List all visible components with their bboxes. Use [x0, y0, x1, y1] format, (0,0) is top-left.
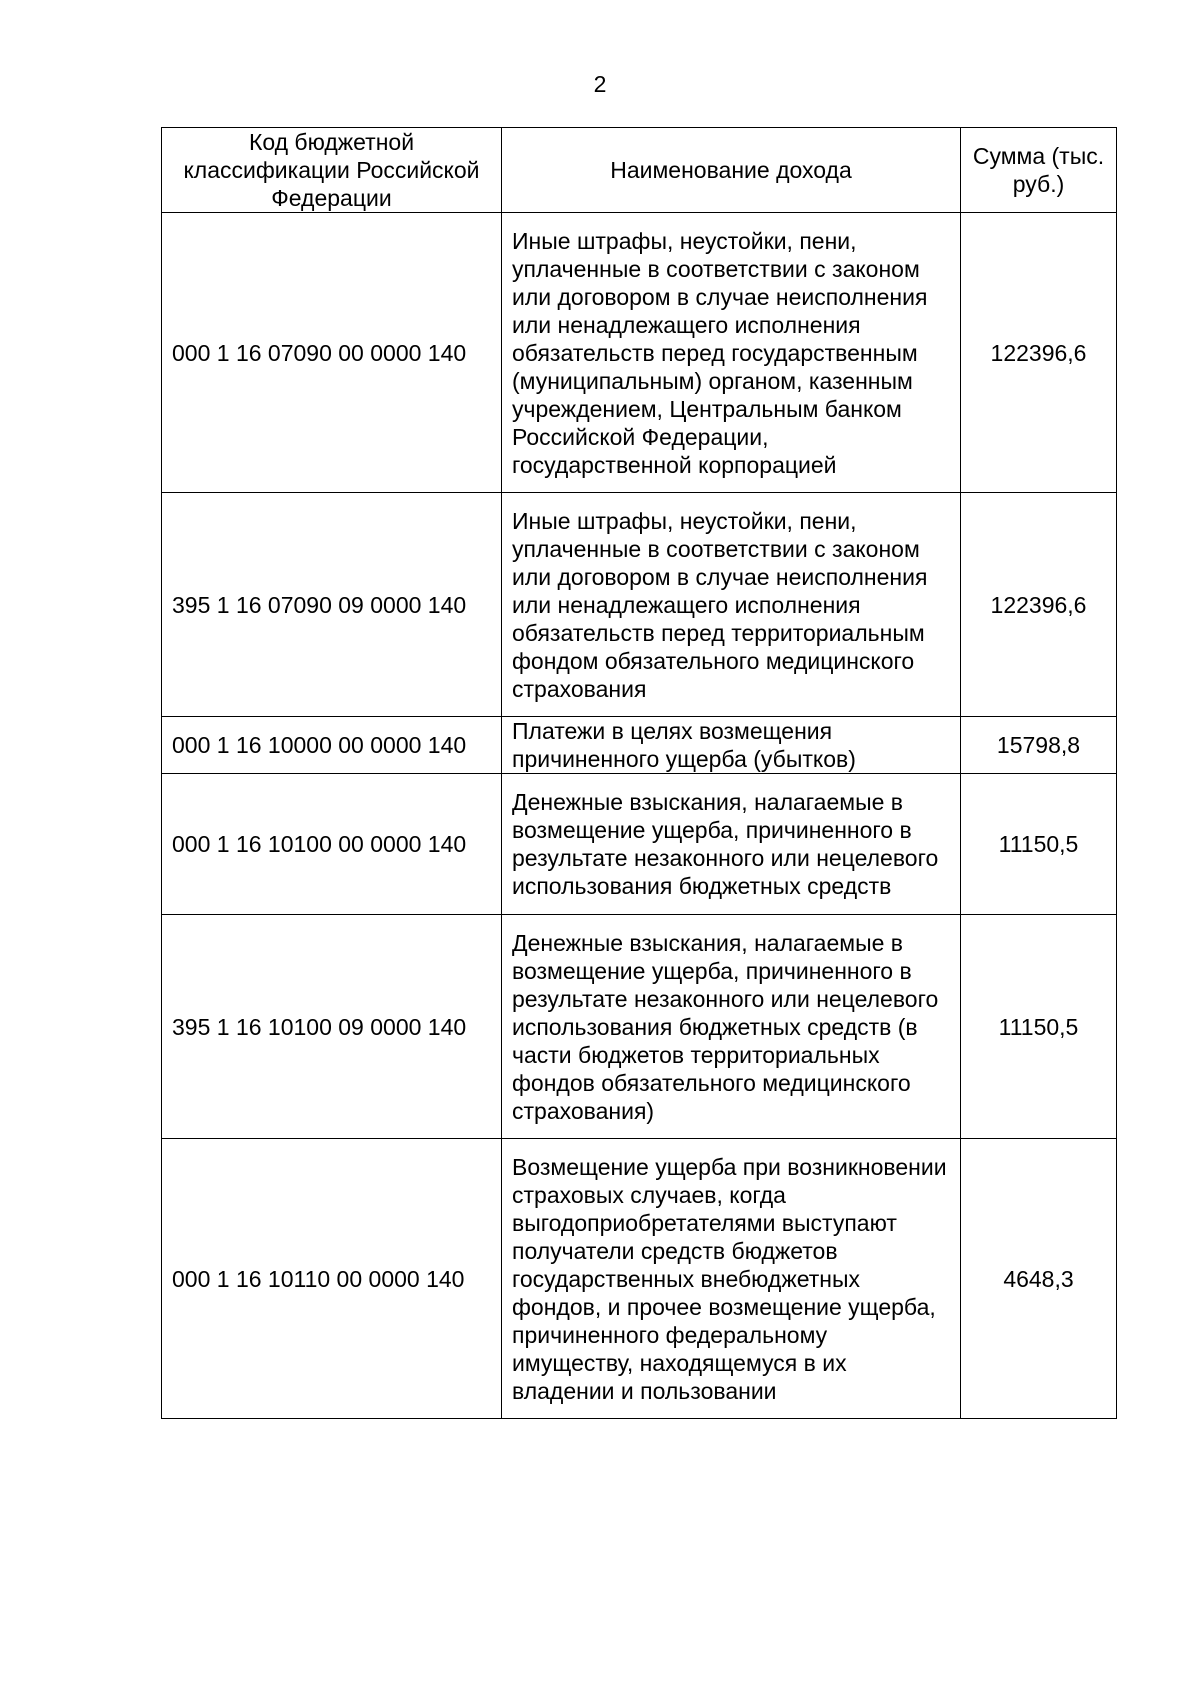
- row-sum: 122396,6: [961, 213, 1117, 493]
- header-sum: Сумма (тыс. руб.): [961, 128, 1117, 213]
- table-row: [162, 493, 1117, 717]
- row-sum: 11150,5: [961, 774, 1117, 915]
- row-sum: 122396,6: [961, 493, 1117, 717]
- row-code: 000 1 16 10110 00 0000 140: [162, 1139, 502, 1419]
- header-code: Код бюджетной классификации Российской Федерации: [162, 128, 502, 213]
- row-sum: 15798,8: [961, 717, 1117, 774]
- row-name: Иные штрафы, неустойки, пени, уплаченные в соответствии с законом или договором в случае неисполнения или ненадлежащего исполнения обязательств перед территориальным фондом обязательного медицинского страхования: [502, 493, 961, 717]
- row-code: 000 1 16 07090 00 0000 140: [162, 213, 502, 493]
- row-sum: 4648,3: [961, 1139, 1117, 1419]
- table-header-row: [162, 128, 1117, 213]
- table-row: [162, 1139, 1117, 1419]
- row-sum: 11150,5: [961, 915, 1117, 1139]
- table-row: [162, 213, 1117, 493]
- page-number: 2: [593, 71, 607, 97]
- table-row: [162, 717, 1117, 774]
- row-code: 000 1 16 10000 00 0000 140: [162, 717, 502, 774]
- row-code: 395 1 16 07090 09 0000 140: [162, 493, 502, 717]
- revenue-table: [161, 127, 1117, 1419]
- table-row: [162, 774, 1117, 915]
- row-name: Платежи в целях возмещения причиненного ущерба (убытков): [502, 717, 961, 774]
- row-name: Иные штрафы, неустойки, пени, уплаченные в соответствии с законом или договором в случае неисполнения или ненадлежащего исполнения обязательств перед государственным (муниципальным) органом, казенным учреждением, Центральным банком Российской Федерации, государственной корпорацией: [502, 213, 961, 493]
- row-code: 395 1 16 10100 09 0000 140: [162, 915, 502, 1139]
- row-name: Возмещение ущерба при возникновении страховых случаев, когда выгодоприобретателями выступают получатели средств бюджетов государственных внебюджетных фондов, и прочее возмещение ущерба, причиненного федеральному имуществу, находящемуся в их владении и пользовании: [502, 1139, 961, 1419]
- row-name: Денежные взыскания, налагаемые в возмещение ущерба, причиненного в результате незаконного или нецелевого использования бюджетных средств: [502, 774, 961, 915]
- row-code: 000 1 16 10100 00 0000 140: [162, 774, 502, 915]
- row-name: Денежные взыскания, налагаемые в возмещение ущерба, причиненного в результате незаконного или нецелевого использования бюджетных средств (в части бюджетов территориальных фондов обязательного медицинского страхования): [502, 915, 961, 1139]
- table-row: [162, 915, 1117, 1139]
- header-name: Наименование дохода: [502, 128, 961, 213]
